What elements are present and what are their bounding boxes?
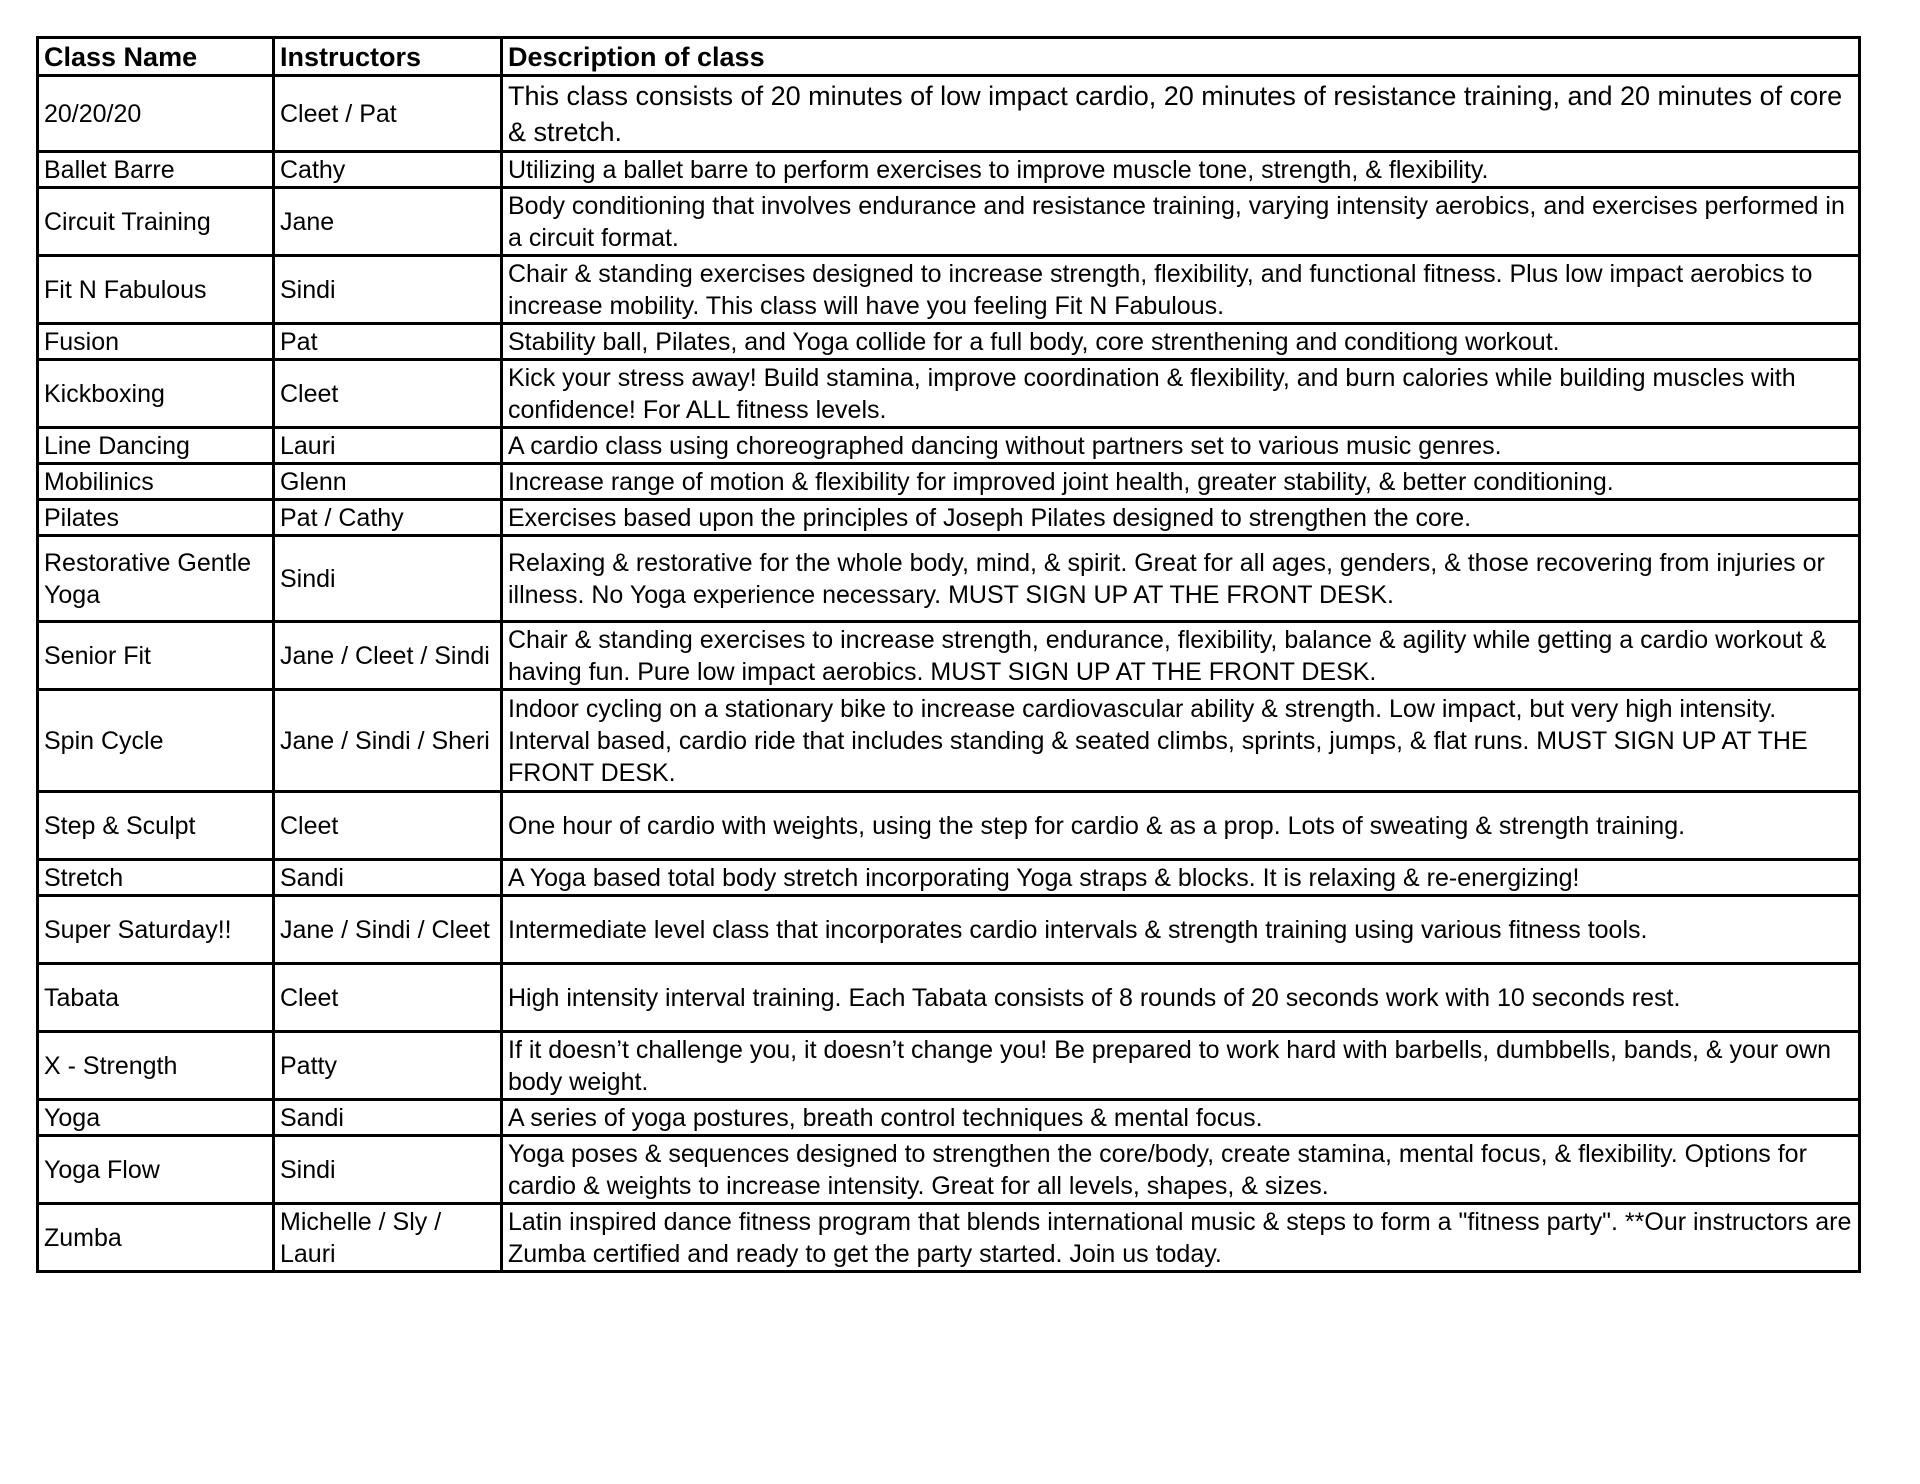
class-name-cell: Spin Cycle	[38, 690, 274, 792]
description-cell: Exercises based upon the principles of Joseph Pilates designed to strengthen the core.	[502, 500, 1860, 536]
description-cell: This class consists of 20 minutes of low impact cardio, 20 minutes of resistance training, and 20 minutes of core & stretch.	[502, 76, 1860, 152]
description-cell: Body conditioning that involves endurance and resistance training, varying intensity aerobics, and exercises performed in a circuit format.	[502, 188, 1860, 256]
description-cell: Latin inspired dance fitness program that blends international music & steps to form a "fitness party". **Our instructors are Zumba certified and ready to get the party started. Join us today.	[502, 1204, 1860, 1272]
description-cell: Utilizing a ballet barre to perform exercises to improve muscle tone, strength, & flexibility.	[502, 152, 1860, 188]
instructors-cell: Pat / Cathy	[274, 500, 502, 536]
instructors-cell: Patty	[274, 1032, 502, 1100]
table-row	[38, 464, 1860, 500]
table-row	[38, 690, 1860, 792]
description-cell: Stability ball, Pilates, and Yoga collide for a full body, core strenthening and conditiong workout.	[502, 324, 1860, 360]
description-cell: If it doesn’t challenge you, it doesn’t change you! Be prepared to work hard with barbells, dumbbells, bands, & your own body weight.	[502, 1032, 1860, 1100]
instructors-cell: Cleet	[274, 964, 502, 1032]
class-name-cell: Kickboxing	[38, 360, 274, 428]
table-row	[38, 792, 1860, 860]
class-name-cell: Ballet Barre	[38, 152, 274, 188]
instructors-cell: Cleet	[274, 792, 502, 860]
instructors-cell: Sandi	[274, 1100, 502, 1136]
class-name-cell: Fit N Fabulous	[38, 256, 274, 324]
table-row	[38, 256, 1860, 324]
instructors-cell: Pat	[274, 324, 502, 360]
table-row	[38, 536, 1860, 622]
description-cell: A cardio class using choreographed dancing without partners set to various music genres.	[502, 428, 1860, 464]
table-row	[38, 1100, 1860, 1136]
instructors-cell: Cleet / Pat	[274, 76, 502, 152]
description-cell: Increase range of motion & flexibility for improved joint health, greater stability, & better conditioning.	[502, 464, 1860, 500]
description-cell: Chair & standing exercises to increase strength, endurance, flexibility, balance & agility while getting a cardio workout & having fun. Pure low impact aerobics. MUST SIGN UP AT THE FRONT DESK.	[502, 622, 1860, 690]
instructors-cell: Sindi	[274, 536, 502, 622]
instructors-cell: Cleet	[274, 360, 502, 428]
class-name-cell: Circuit Training	[38, 188, 274, 256]
table-row	[38, 896, 1860, 964]
description-cell: High intensity interval training. Each Tabata consists of 8 rounds of 20 seconds work with 10 seconds rest.	[502, 964, 1860, 1032]
description-cell: Yoga poses & sequences designed to strengthen the core/body, create stamina, mental focus, & flexibility. Options for cardio & weights to increase intensity. Great for all levels, shapes, & sizes.	[502, 1136, 1860, 1204]
table-row	[38, 360, 1860, 428]
class-name-cell: Yoga	[38, 1100, 274, 1136]
description-cell: A series of yoga postures, breath control techniques & mental focus.	[502, 1100, 1860, 1136]
class-name-cell: Tabata	[38, 964, 274, 1032]
description-cell: One hour of cardio with weights, using the step for cardio & as a prop. Lots of sweating & strength training.	[502, 792, 1860, 860]
class-name-cell: X - Strength	[38, 1032, 274, 1100]
table-row	[38, 76, 1860, 152]
table-row	[38, 1204, 1860, 1272]
instructors-cell: Jane / Sindi / Cleet	[274, 896, 502, 964]
instructors-cell: Jane / Cleet / Sindi	[274, 622, 502, 690]
description-cell: Kick your stress away! Build stamina, improve coordination & flexibility, and burn calories while building muscles with confidence! For ALL fitness levels.	[502, 360, 1860, 428]
instructors-cell: Glenn	[274, 464, 502, 500]
class-name-cell: Stretch	[38, 860, 274, 896]
table-row	[38, 188, 1860, 256]
table-row	[38, 1136, 1860, 1204]
class-name-cell: Step & Sculpt	[38, 792, 274, 860]
description-cell: Indoor cycling on a stationary bike to increase cardiovascular ability & strength. Low impact, but very high intensity. Interval based, cardio ride that includes standing & seated climbs, sprints, jumps, & flat runs. MUST SIGN UP AT THE FRONT DESK.	[502, 690, 1860, 792]
description-cell: A Yoga based total body stretch incorporating Yoga straps & blocks. It is relaxing & re-energizing!	[502, 860, 1860, 896]
header-row	[38, 38, 1860, 76]
class-name-cell: Senior Fit	[38, 622, 274, 690]
class-name-cell: Super Saturday!!	[38, 896, 274, 964]
class-name-cell: Restorative Gentle Yoga	[38, 536, 274, 622]
instructors-cell: Michelle / Sly / Lauri	[274, 1204, 502, 1272]
instructors-cell: Jane	[274, 188, 502, 256]
table-row	[38, 500, 1860, 536]
instructors-cell: Sindi	[274, 1136, 502, 1204]
header-class-name: Class Name	[38, 38, 274, 76]
table-row	[38, 964, 1860, 1032]
description-cell: Chair & standing exercises designed to increase strength, flexibility, and functional fitness. Plus low impact aerobics to increase mobility. This class will have you feeling Fit N Fabulous.	[502, 256, 1860, 324]
instructors-cell: Sindi	[274, 256, 502, 324]
header-description: Description of class	[502, 38, 1860, 76]
table-row	[38, 428, 1860, 464]
instructors-cell: Jane / Sindi / Sheri	[274, 690, 502, 792]
header-instructors: Instructors	[274, 38, 502, 76]
class-name-cell: 20/20/20	[38, 76, 274, 152]
class-name-cell: Zumba	[38, 1204, 274, 1272]
class-schedule-table	[36, 36, 1861, 1273]
instructors-cell: Cathy	[274, 152, 502, 188]
class-name-cell: Fusion	[38, 324, 274, 360]
class-name-cell: Yoga Flow	[38, 1136, 274, 1204]
table-row	[38, 152, 1860, 188]
table-row	[38, 1032, 1860, 1100]
instructors-cell: Sandi	[274, 860, 502, 896]
description-cell: Relaxing & restorative for the whole body, mind, & spirit. Great for all ages, genders, & those recovering from injuries or illness. No Yoga experience necessary. MUST SIGN UP AT THE FRONT DESK.	[502, 536, 1860, 622]
table-row	[38, 860, 1860, 896]
class-name-cell: Line Dancing	[38, 428, 274, 464]
class-name-cell: Pilates	[38, 500, 274, 536]
instructors-cell: Lauri	[274, 428, 502, 464]
table-row	[38, 324, 1860, 360]
description-cell: Intermediate level class that incorporates cardio intervals & strength training using various fitness tools.	[502, 896, 1860, 964]
class-name-cell: Mobilinics	[38, 464, 274, 500]
table-row	[38, 622, 1860, 690]
